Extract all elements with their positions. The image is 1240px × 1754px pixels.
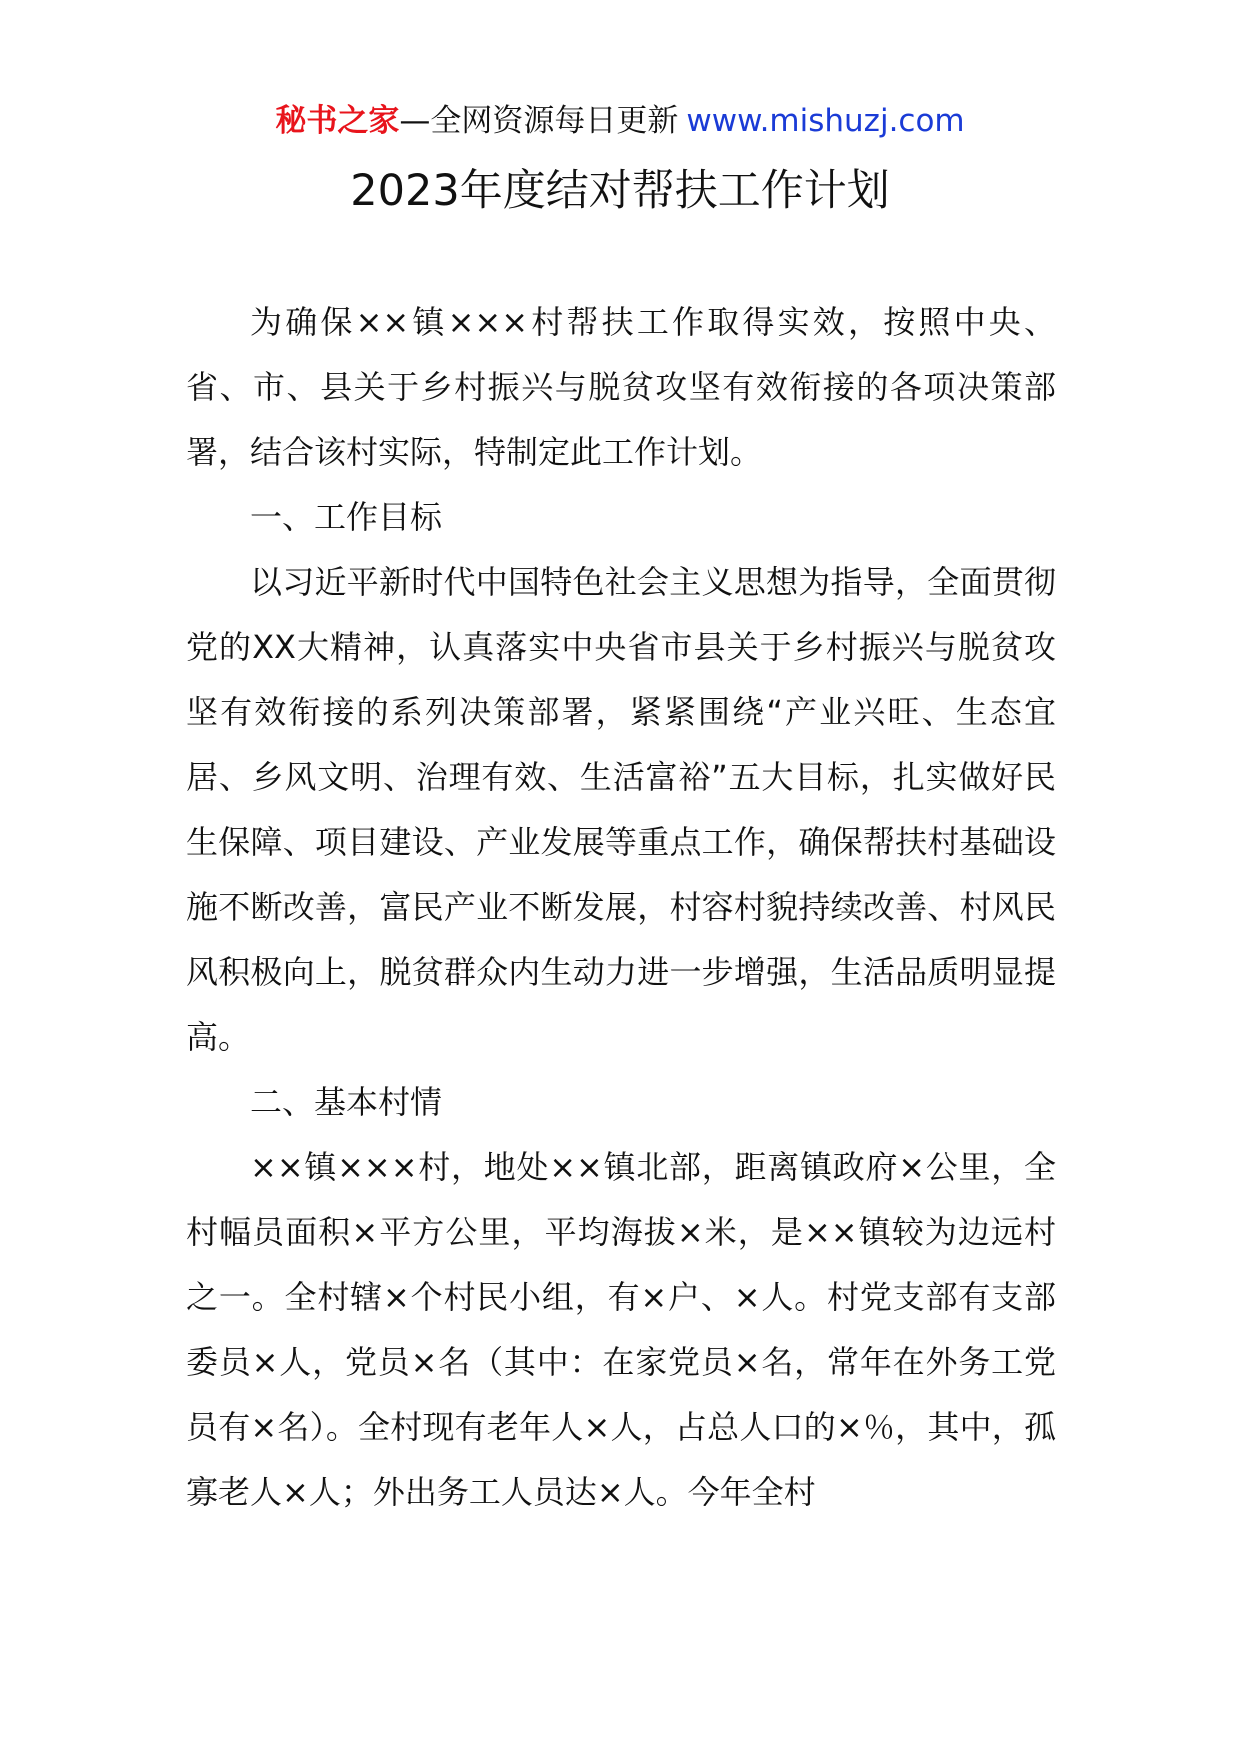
header-tagline: —全网资源每日更新 bbox=[399, 103, 679, 139]
intro-paragraph: 为确保××镇×××村帮扶工作取得实效，按照中央、省、市、县关于乡村振兴与脱贫攻坚有效衔接的各项决策部署，结合该村实际，特制定此工作计划。 bbox=[186, 303, 1056, 471]
section-heading-goals: 一、工作目标 bbox=[250, 498, 443, 536]
document-title: 2023年度结对帮扶工作计划 bbox=[350, 166, 890, 216]
document-body bbox=[186, 290, 1056, 1525]
site-header-banner bbox=[0, 100, 1240, 142]
section-heading-village: 二、基本村情 bbox=[250, 1083, 443, 1121]
village-paragraph: ××镇×××村，地处××镇北部，距离镇政府×公里，全村幅员面积×平方公里，平均海拔×米，是××镇较为边远村之一。全村辖×个村民小组，有×户、×人。村党支部有支部委员×人，党员×名（其中：在家党员×名，常年在外务工党员有×名）。全村现有老年人×人，占总人口的×％，其中，孤寡老人×人；外出务工人员达×人。今年全村 bbox=[186, 1148, 1056, 1511]
site-url-link[interactable]: www.mishuzj.com bbox=[686, 103, 965, 139]
brand-name: 秘书之家 bbox=[275, 103, 400, 139]
goals-paragraph: 以习近平新时代中国特色社会主义思想为指导，全面贯彻党的XX大精神，认真落实中央省市县关于乡村振兴与脱贫攻坚有效衔接的系列决策部署，紧紧围绕“产业兴旺、生态宜居、乡风文明、治理有效、生活富裕”五大目标，扎实做好民生保障、项目建设、产业发展等重点工作，确保帮扶村基础设施不断改善，富民产业不断发展，村容村貌持续改善、村风民风积极向上，脱贫群众内生动力进一步增强，生活品质明显提高。 bbox=[186, 563, 1056, 1056]
